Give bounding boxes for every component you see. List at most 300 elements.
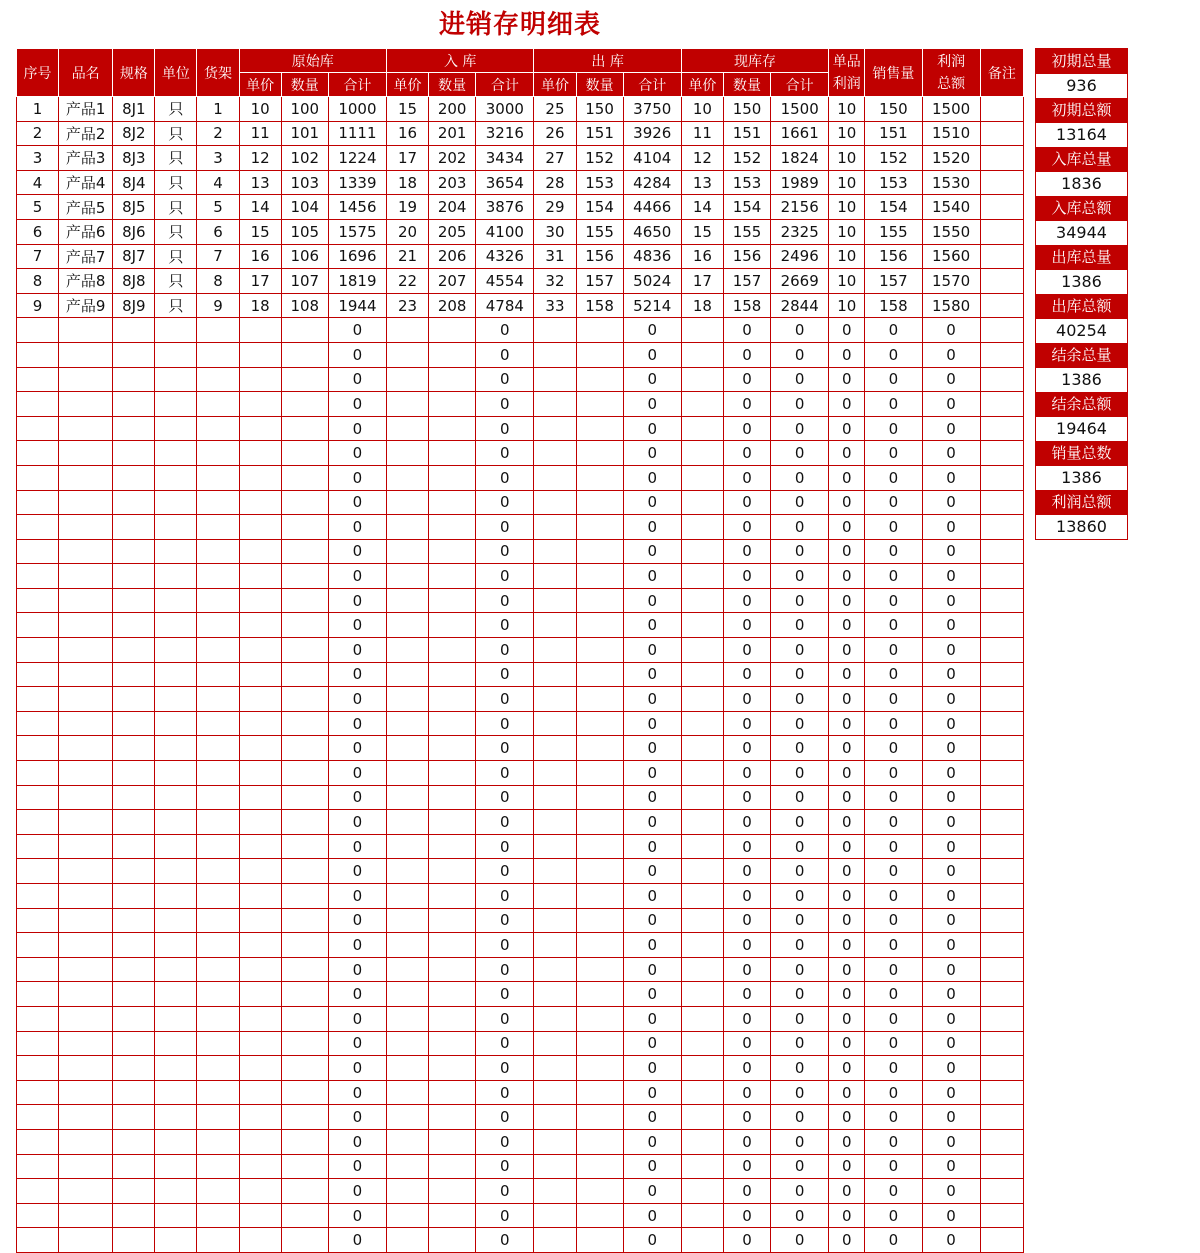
table-cell[interactable]: 154: [576, 195, 623, 220]
table-cell[interactable]: [197, 736, 239, 761]
table-cell[interactable]: 4326: [476, 244, 534, 269]
table-cell[interactable]: [239, 711, 281, 736]
table-cell[interactable]: [197, 785, 239, 810]
table-cell[interactable]: [681, 933, 723, 958]
table-cell[interactable]: [239, 859, 281, 884]
table-cell[interactable]: 156: [723, 244, 770, 269]
table-cell[interactable]: 7: [197, 244, 239, 269]
table-cell[interactable]: [534, 613, 576, 638]
table-cell[interactable]: 0: [829, 539, 865, 564]
table-cell[interactable]: [281, 318, 328, 343]
table-cell[interactable]: [17, 1203, 59, 1228]
table-cell[interactable]: 153: [723, 170, 770, 195]
table-cell[interactable]: [113, 736, 155, 761]
table-cell[interactable]: [387, 318, 429, 343]
table-cell[interactable]: 3750: [623, 97, 681, 122]
table-cell[interactable]: [17, 416, 59, 441]
table-cell[interactable]: 0: [723, 761, 770, 786]
table-cell[interactable]: [980, 1129, 1023, 1154]
table-cell[interactable]: 10: [829, 244, 865, 269]
table-cell[interactable]: [980, 785, 1023, 810]
table-cell[interactable]: [155, 1031, 197, 1056]
table-cell[interactable]: [387, 810, 429, 835]
table-cell[interactable]: 0: [771, 490, 829, 515]
table-cell[interactable]: 0: [723, 834, 770, 859]
table-cell[interactable]: 0: [476, 392, 534, 417]
table-cell[interactable]: 0: [829, 1105, 865, 1130]
table-cell[interactable]: 0: [328, 662, 386, 687]
table-cell[interactable]: [387, 982, 429, 1007]
table-cell[interactable]: 5: [197, 195, 239, 220]
table-cell[interactable]: 0: [328, 318, 386, 343]
table-cell[interactable]: [281, 982, 328, 1007]
table-cell[interactable]: [980, 711, 1023, 736]
table-cell[interactable]: [17, 1105, 59, 1130]
table-cell[interactable]: 0: [865, 1203, 922, 1228]
table-cell[interactable]: [534, 859, 576, 884]
table-cell[interactable]: [155, 342, 197, 367]
table-cell[interactable]: [281, 662, 328, 687]
header-outbound-sum[interactable]: 合计: [623, 73, 681, 97]
table-cell[interactable]: 0: [328, 687, 386, 712]
table-cell[interactable]: [113, 367, 155, 392]
table-cell[interactable]: 0: [865, 1006, 922, 1031]
table-cell[interactable]: [576, 982, 623, 1007]
table-cell[interactable]: 0: [829, 1154, 865, 1179]
table-cell[interactable]: 产品2: [59, 121, 113, 146]
table-cell[interactable]: [387, 687, 429, 712]
table-cell[interactable]: 0: [865, 539, 922, 564]
table-cell[interactable]: [281, 933, 328, 958]
table-cell[interactable]: [59, 515, 113, 540]
table-cell[interactable]: [113, 1080, 155, 1105]
table-cell[interactable]: [980, 1228, 1023, 1253]
table-cell[interactable]: 0: [865, 367, 922, 392]
table-cell[interactable]: [429, 908, 476, 933]
table-cell[interactable]: [980, 515, 1023, 540]
table-cell[interactable]: [980, 1154, 1023, 1179]
table-cell[interactable]: 0: [829, 834, 865, 859]
table-cell[interactable]: 25: [534, 97, 576, 122]
table-cell[interactable]: 2: [197, 121, 239, 146]
table-cell[interactable]: [534, 908, 576, 933]
table-cell[interactable]: [429, 490, 476, 515]
table-cell[interactable]: [59, 441, 113, 466]
summary-value[interactable]: 1386: [1036, 465, 1127, 490]
table-cell[interactable]: 0: [623, 465, 681, 490]
table-cell[interactable]: [239, 1080, 281, 1105]
table-cell[interactable]: [59, 859, 113, 884]
table-cell[interactable]: [239, 834, 281, 859]
table-cell[interactable]: [980, 761, 1023, 786]
table-cell[interactable]: [980, 146, 1023, 171]
table-cell[interactable]: [59, 392, 113, 417]
table-cell[interactable]: 0: [922, 933, 980, 958]
table-cell[interactable]: [681, 564, 723, 589]
table-cell[interactable]: 0: [328, 957, 386, 982]
table-cell[interactable]: 0: [829, 687, 865, 712]
table-cell[interactable]: 0: [328, 933, 386, 958]
table-cell[interactable]: [17, 884, 59, 909]
table-cell[interactable]: 0: [723, 662, 770, 687]
table-cell[interactable]: [59, 711, 113, 736]
table-cell[interactable]: 4284: [623, 170, 681, 195]
table-cell[interactable]: [239, 1006, 281, 1031]
table-cell[interactable]: 0: [829, 884, 865, 909]
table-cell[interactable]: 只: [155, 121, 197, 146]
table-cell[interactable]: [576, 1080, 623, 1105]
table-cell[interactable]: 1111: [328, 121, 386, 146]
table-cell[interactable]: 0: [623, 1129, 681, 1154]
table-cell[interactable]: 0: [771, 1154, 829, 1179]
table-cell[interactable]: 0: [623, 884, 681, 909]
table-cell[interactable]: [429, 1056, 476, 1081]
table-cell[interactable]: [113, 342, 155, 367]
table-cell[interactable]: 0: [922, 711, 980, 736]
table-cell[interactable]: [17, 785, 59, 810]
table-cell[interactable]: [576, 490, 623, 515]
table-cell[interactable]: [534, 1031, 576, 1056]
table-cell[interactable]: [534, 1080, 576, 1105]
table-cell[interactable]: 3434: [476, 146, 534, 171]
table-cell[interactable]: 0: [922, 687, 980, 712]
table-cell[interactable]: [239, 785, 281, 810]
table-cell[interactable]: 1540: [922, 195, 980, 220]
table-cell[interactable]: [980, 539, 1023, 564]
table-cell[interactable]: [155, 884, 197, 909]
table-cell[interactable]: [387, 761, 429, 786]
table-cell[interactable]: [980, 908, 1023, 933]
table-cell[interactable]: [113, 441, 155, 466]
table-cell[interactable]: 2669: [771, 269, 829, 294]
table-cell[interactable]: [534, 761, 576, 786]
table-cell[interactable]: [980, 588, 1023, 613]
table-cell[interactable]: 0: [623, 908, 681, 933]
table-cell[interactable]: [681, 416, 723, 441]
table-cell[interactable]: [59, 1179, 113, 1204]
table-cell[interactable]: [155, 515, 197, 540]
table-cell[interactable]: [576, 1129, 623, 1154]
table-cell[interactable]: [429, 588, 476, 613]
table-cell[interactable]: [113, 1031, 155, 1056]
table-cell[interactable]: 32: [534, 269, 576, 294]
table-cell[interactable]: 0: [922, 1203, 980, 1228]
table-cell[interactable]: [387, 662, 429, 687]
table-cell[interactable]: [980, 441, 1023, 466]
table-cell[interactable]: [197, 957, 239, 982]
table-cell[interactable]: [281, 1203, 328, 1228]
table-cell[interactable]: [576, 785, 623, 810]
table-cell[interactable]: [281, 564, 328, 589]
table-cell[interactable]: [681, 711, 723, 736]
table-cell[interactable]: [429, 859, 476, 884]
table-cell[interactable]: [239, 1228, 281, 1253]
table-cell[interactable]: [980, 1006, 1023, 1031]
table-cell[interactable]: 13: [239, 170, 281, 195]
table-cell[interactable]: [59, 588, 113, 613]
table-cell[interactable]: 3926: [623, 121, 681, 146]
header-current-sum[interactable]: 合计: [771, 73, 829, 97]
table-cell[interactable]: [113, 490, 155, 515]
table-cell[interactable]: [281, 1179, 328, 1204]
table-cell[interactable]: 6: [197, 219, 239, 244]
table-cell[interactable]: 152: [865, 146, 922, 171]
table-cell[interactable]: 0: [771, 1179, 829, 1204]
table-cell[interactable]: 0: [922, 342, 980, 367]
table-cell[interactable]: [59, 810, 113, 835]
table-cell[interactable]: [681, 1105, 723, 1130]
table-cell[interactable]: 0: [723, 1203, 770, 1228]
table-cell[interactable]: [980, 367, 1023, 392]
table-cell[interactable]: 0: [922, 1080, 980, 1105]
table-cell[interactable]: 只: [155, 195, 197, 220]
table-cell[interactable]: [59, 490, 113, 515]
table-cell[interactable]: [387, 613, 429, 638]
table-cell[interactable]: [576, 1154, 623, 1179]
table-cell[interactable]: 2844: [771, 293, 829, 318]
table-cell[interactable]: [576, 1006, 623, 1031]
table-cell[interactable]: [429, 1129, 476, 1154]
table-cell[interactable]: [17, 1228, 59, 1253]
table-cell[interactable]: [113, 957, 155, 982]
table-cell[interactable]: 107: [281, 269, 328, 294]
table-cell[interactable]: 158: [723, 293, 770, 318]
table-cell[interactable]: [239, 736, 281, 761]
table-cell[interactable]: [980, 1179, 1023, 1204]
table-cell[interactable]: [576, 884, 623, 909]
table-cell[interactable]: [239, 1179, 281, 1204]
table-cell[interactable]: [155, 588, 197, 613]
table-cell[interactable]: 17: [239, 269, 281, 294]
table-cell[interactable]: 0: [771, 810, 829, 835]
table-cell[interactable]: [387, 1129, 429, 1154]
table-cell[interactable]: [113, 859, 155, 884]
table-cell[interactable]: 0: [829, 662, 865, 687]
table-cell[interactable]: 0: [723, 687, 770, 712]
table-cell[interactable]: [59, 834, 113, 859]
table-cell[interactable]: [239, 1203, 281, 1228]
table-cell[interactable]: 0: [328, 859, 386, 884]
table-cell[interactable]: [59, 318, 113, 343]
table-cell[interactable]: [17, 761, 59, 786]
table-cell[interactable]: 1696: [328, 244, 386, 269]
table-cell[interactable]: 0: [328, 1105, 386, 1130]
table-cell[interactable]: [17, 1080, 59, 1105]
table-cell[interactable]: [113, 810, 155, 835]
header-inbound-qty[interactable]: 数量: [429, 73, 476, 97]
table-cell[interactable]: 16: [239, 244, 281, 269]
header-outbound-qty[interactable]: 数量: [576, 73, 623, 97]
table-cell[interactable]: [387, 711, 429, 736]
table-cell[interactable]: [155, 1203, 197, 1228]
table-cell[interactable]: 0: [865, 564, 922, 589]
table-cell[interactable]: [534, 933, 576, 958]
table-cell[interactable]: 10: [829, 97, 865, 122]
table-cell[interactable]: 0: [723, 957, 770, 982]
table-cell[interactable]: [113, 318, 155, 343]
table-cell[interactable]: [980, 293, 1023, 318]
header-original-qty[interactable]: 数量: [281, 73, 328, 97]
table-cell[interactable]: 100: [281, 97, 328, 122]
table-cell[interactable]: [576, 711, 623, 736]
table-cell[interactable]: [281, 687, 328, 712]
table-cell[interactable]: 0: [476, 416, 534, 441]
table-cell[interactable]: 0: [476, 687, 534, 712]
table-cell[interactable]: [197, 441, 239, 466]
table-cell[interactable]: 0: [865, 416, 922, 441]
table-cell[interactable]: [17, 908, 59, 933]
table-cell[interactable]: 0: [476, 1056, 534, 1081]
table-cell[interactable]: [17, 1031, 59, 1056]
table-cell[interactable]: 150: [865, 97, 922, 122]
table-cell[interactable]: 0: [865, 1080, 922, 1105]
table-cell[interactable]: [113, 933, 155, 958]
table-cell[interactable]: 0: [829, 441, 865, 466]
table-cell[interactable]: 0: [623, 662, 681, 687]
summary-value[interactable]: 13164: [1036, 122, 1127, 147]
table-cell[interactable]: 只: [155, 97, 197, 122]
table-cell[interactable]: [576, 318, 623, 343]
table-cell[interactable]: [281, 884, 328, 909]
table-cell[interactable]: 0: [723, 982, 770, 1007]
table-cell[interactable]: [534, 1154, 576, 1179]
table-cell[interactable]: 0: [723, 1031, 770, 1056]
table-cell[interactable]: 0: [328, 416, 386, 441]
table-cell[interactable]: [576, 1031, 623, 1056]
table-cell[interactable]: 0: [623, 736, 681, 761]
table-cell[interactable]: [980, 1031, 1023, 1056]
table-cell[interactable]: 0: [623, 761, 681, 786]
table-cell[interactable]: 13: [681, 170, 723, 195]
table-cell[interactable]: 0: [771, 564, 829, 589]
table-cell[interactable]: 11: [681, 121, 723, 146]
table-cell[interactable]: 207: [429, 269, 476, 294]
table-cell[interactable]: [429, 539, 476, 564]
table-cell[interactable]: [980, 219, 1023, 244]
table-cell[interactable]: [576, 908, 623, 933]
table-cell[interactable]: [113, 785, 155, 810]
table-cell[interactable]: 0: [723, 638, 770, 663]
table-cell[interactable]: 0: [922, 564, 980, 589]
table-cell[interactable]: [681, 761, 723, 786]
table-cell[interactable]: [113, 1006, 155, 1031]
table-cell[interactable]: [113, 416, 155, 441]
table-cell[interactable]: [113, 662, 155, 687]
table-cell[interactable]: [429, 1080, 476, 1105]
table-cell[interactable]: 0: [476, 1080, 534, 1105]
table-cell[interactable]: [534, 1179, 576, 1204]
table-cell[interactable]: 0: [829, 761, 865, 786]
table-cell[interactable]: [17, 515, 59, 540]
table-cell[interactable]: 0: [623, 1105, 681, 1130]
table-cell[interactable]: 101: [281, 121, 328, 146]
table-cell[interactable]: 0: [829, 613, 865, 638]
table-cell[interactable]: 10: [829, 293, 865, 318]
table-cell[interactable]: 0: [476, 342, 534, 367]
table-cell[interactable]: [534, 416, 576, 441]
table-cell[interactable]: [281, 613, 328, 638]
table-cell[interactable]: [387, 490, 429, 515]
table-cell[interactable]: [155, 1154, 197, 1179]
table-cell[interactable]: 0: [328, 367, 386, 392]
table-cell[interactable]: [59, 687, 113, 712]
table-cell[interactable]: [576, 933, 623, 958]
table-cell[interactable]: [387, 564, 429, 589]
table-cell[interactable]: 0: [476, 588, 534, 613]
header-current-price[interactable]: 单价: [681, 73, 723, 97]
table-cell[interactable]: 10: [829, 170, 865, 195]
table-cell[interactable]: 31: [534, 244, 576, 269]
table-cell[interactable]: [281, 588, 328, 613]
table-cell[interactable]: 0: [476, 1179, 534, 1204]
table-cell[interactable]: [59, 1056, 113, 1081]
table-cell[interactable]: 0: [723, 490, 770, 515]
table-cell[interactable]: 0: [922, 785, 980, 810]
table-cell[interactable]: [576, 342, 623, 367]
table-cell[interactable]: [113, 1129, 155, 1154]
table-cell[interactable]: [980, 170, 1023, 195]
table-cell[interactable]: 0: [922, 490, 980, 515]
table-cell[interactable]: [155, 638, 197, 663]
table-cell[interactable]: 0: [829, 1031, 865, 1056]
table-cell[interactable]: 0: [723, 908, 770, 933]
table-cell[interactable]: [17, 588, 59, 613]
table-cell[interactable]: [534, 982, 576, 1007]
table-cell[interactable]: [681, 834, 723, 859]
table-cell[interactable]: [281, 957, 328, 982]
table-cell[interactable]: 0: [723, 884, 770, 909]
table-cell[interactable]: 153: [576, 170, 623, 195]
table-cell[interactable]: 0: [865, 392, 922, 417]
table-cell[interactable]: [429, 662, 476, 687]
table-cell[interactable]: [681, 465, 723, 490]
table-cell[interactable]: [387, 367, 429, 392]
table-cell[interactable]: 0: [771, 834, 829, 859]
table-cell[interactable]: 26: [534, 121, 576, 146]
table-cell[interactable]: 0: [771, 638, 829, 663]
table-cell[interactable]: [239, 367, 281, 392]
table-cell[interactable]: [387, 638, 429, 663]
table-cell[interactable]: [59, 638, 113, 663]
header-spec[interactable]: 规格: [113, 49, 155, 97]
table-cell[interactable]: [576, 687, 623, 712]
table-cell[interactable]: [113, 761, 155, 786]
table-cell[interactable]: 0: [723, 515, 770, 540]
table-cell[interactable]: 0: [623, 564, 681, 589]
table-cell[interactable]: [59, 1154, 113, 1179]
table-cell[interactable]: 6: [17, 219, 59, 244]
table-cell[interactable]: 0: [865, 613, 922, 638]
table-cell[interactable]: [534, 465, 576, 490]
table-cell[interactable]: 产品1: [59, 97, 113, 122]
table-cell[interactable]: [387, 1179, 429, 1204]
table-cell[interactable]: 18: [239, 293, 281, 318]
table-cell[interactable]: 0: [771, 1080, 829, 1105]
table-cell[interactable]: 0: [476, 982, 534, 1007]
table-cell[interactable]: 0: [723, 318, 770, 343]
table-cell[interactable]: [239, 342, 281, 367]
table-cell[interactable]: [576, 539, 623, 564]
table-cell[interactable]: 1819: [328, 269, 386, 294]
table-cell[interactable]: 只: [155, 219, 197, 244]
table-cell[interactable]: 0: [829, 908, 865, 933]
table-cell[interactable]: [980, 810, 1023, 835]
table-cell[interactable]: 155: [576, 219, 623, 244]
table-cell[interactable]: [681, 810, 723, 835]
table-cell[interactable]: 0: [922, 613, 980, 638]
table-cell[interactable]: [239, 515, 281, 540]
table-cell[interactable]: [113, 834, 155, 859]
